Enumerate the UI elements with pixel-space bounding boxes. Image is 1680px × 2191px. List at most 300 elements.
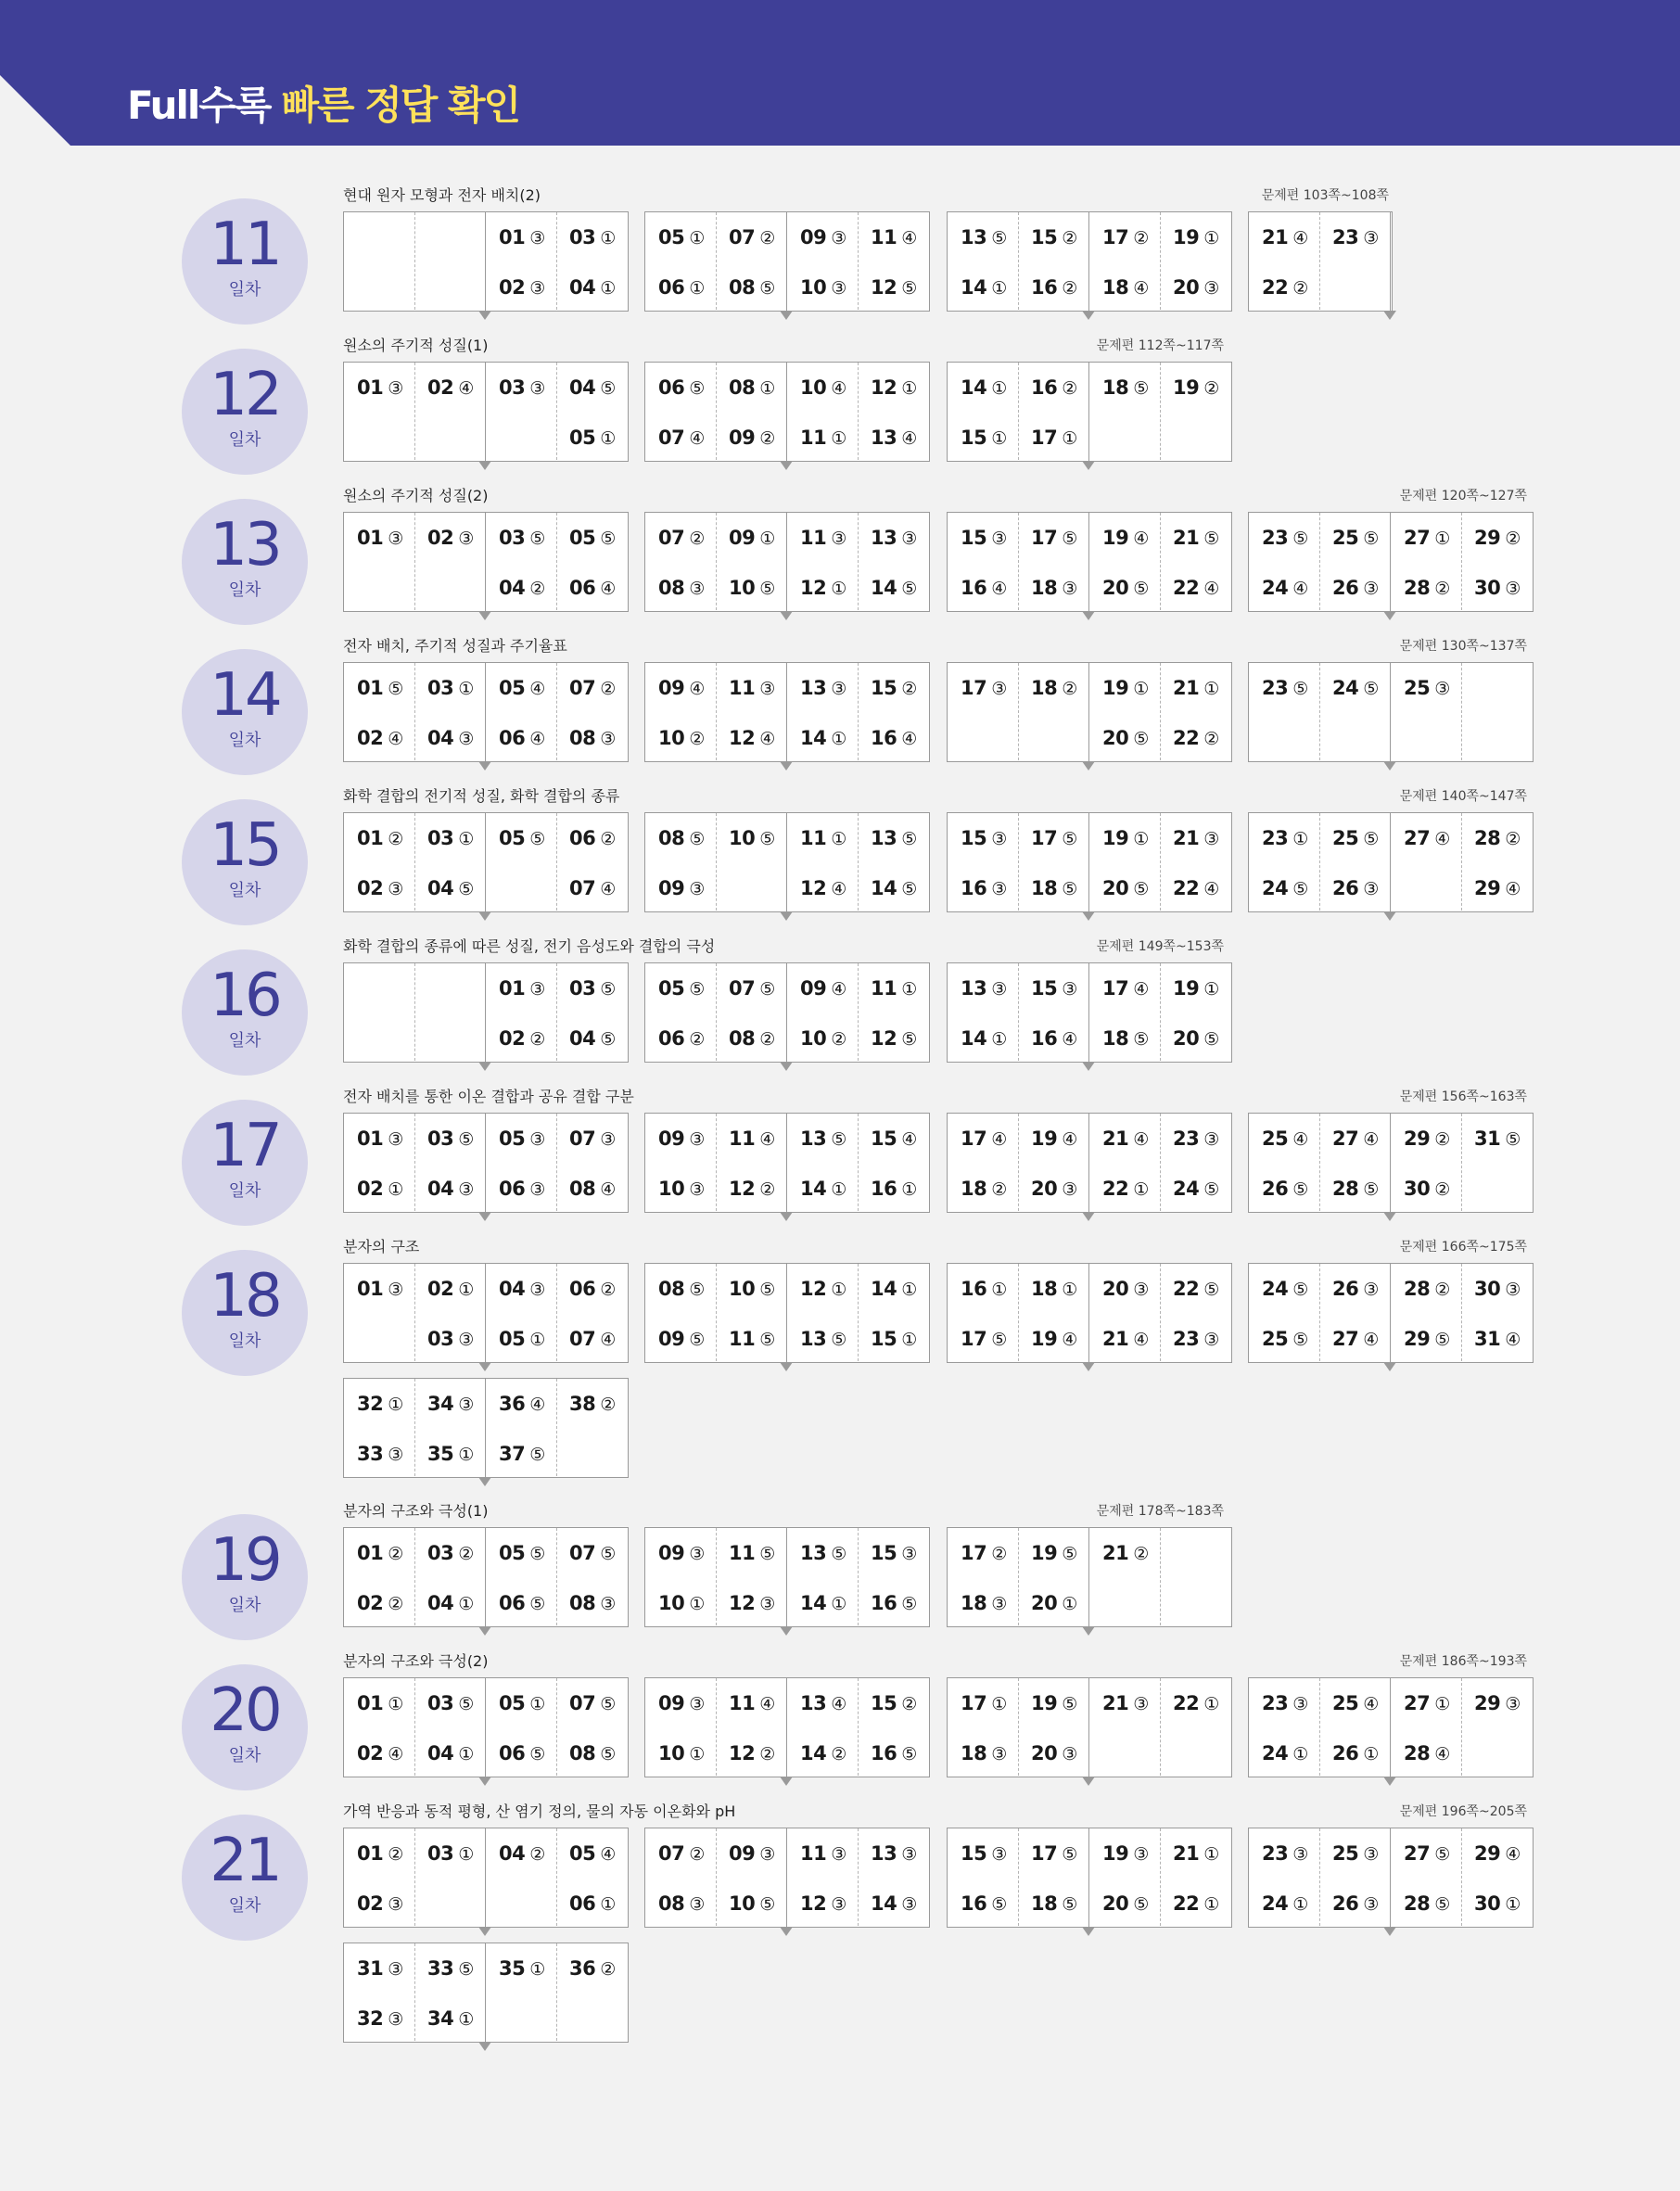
answer-choice: ④ xyxy=(458,378,474,399)
question-number: 20 xyxy=(1031,1592,1058,1614)
answer-cell xyxy=(1089,663,1160,760)
answer-cell xyxy=(1249,212,1319,310)
answer-choice: ① xyxy=(831,579,846,599)
question-number: 06 xyxy=(499,1742,526,1764)
question-number: 19 xyxy=(1102,827,1129,849)
answer-choice: ③ xyxy=(1203,1129,1219,1150)
answer-choice: ① xyxy=(1203,1694,1219,1714)
answer-choice: ④ xyxy=(388,729,403,749)
question-number: 25 xyxy=(1332,527,1359,549)
question-number: 04 xyxy=(569,1027,596,1050)
question-number: 28 xyxy=(1404,1892,1431,1915)
day-label: 일차 xyxy=(228,280,261,299)
answer-choice: ③ xyxy=(529,1280,545,1300)
answer-group xyxy=(644,662,930,762)
answer-item xyxy=(569,1956,629,1981)
answer-item xyxy=(1031,1327,1090,1351)
answer-cell xyxy=(1018,212,1088,310)
answer-cell xyxy=(1018,663,1088,760)
answer-choice: ③ xyxy=(388,1445,403,1465)
answer-group xyxy=(947,1263,1232,1363)
answer-cell xyxy=(414,513,485,610)
question-number: 16 xyxy=(961,1892,987,1915)
answer-item xyxy=(1404,576,1463,600)
question-number: 05 xyxy=(499,1542,526,1564)
answer-item xyxy=(569,826,629,850)
answer-choice: ④ xyxy=(901,729,917,749)
answer-choice: ③ xyxy=(600,1129,616,1150)
day-number: 20 xyxy=(210,1676,280,1745)
answer-item xyxy=(1262,1327,1321,1351)
question-number: 15 xyxy=(961,827,987,849)
question-number: 05 xyxy=(499,1692,526,1714)
answer-choice: ③ xyxy=(1062,1179,1077,1200)
answer-item xyxy=(729,275,788,299)
answer-cell xyxy=(414,1943,485,2041)
question-number: 10 xyxy=(658,1178,685,1200)
answer-choice: ④ xyxy=(901,1129,917,1150)
answer-item xyxy=(1031,376,1090,400)
question-number: 13 xyxy=(871,527,897,549)
answer-item xyxy=(1262,1741,1321,1765)
answer-item xyxy=(569,376,629,400)
answer-choice: ⑤ xyxy=(1203,1029,1219,1050)
answer-cell xyxy=(645,363,716,460)
answer-choice: ⑤ xyxy=(529,1744,545,1764)
answer-cell xyxy=(948,813,1018,911)
answer-choice: ⑤ xyxy=(1292,679,1308,699)
question-number: 02 xyxy=(357,1742,384,1764)
answer-item xyxy=(1102,1327,1162,1351)
answer-choice: ⑤ xyxy=(529,529,545,549)
question-number: 16 xyxy=(871,1742,897,1764)
answer-item xyxy=(357,1277,416,1301)
answer-choice: ② xyxy=(388,1594,403,1614)
answer-choice: ④ xyxy=(901,228,917,248)
answer-choice: ① xyxy=(991,428,1007,449)
answer-cell xyxy=(414,1828,485,1926)
answer-cell xyxy=(486,813,556,911)
answer-choice: ④ xyxy=(388,1744,403,1764)
answer-cell xyxy=(787,1528,858,1625)
page-range: 문제편 140쪽~147쪽 xyxy=(1399,789,1527,804)
answer-item xyxy=(1474,1277,1534,1301)
answer-choice: ② xyxy=(1434,579,1450,599)
answer-item xyxy=(658,1177,718,1201)
answer-item xyxy=(1332,1691,1392,1715)
question-number: 17 xyxy=(961,1692,987,1714)
answer-choice: ③ xyxy=(458,1395,474,1415)
answer-group xyxy=(644,211,930,312)
answer-choice: ⑤ xyxy=(759,1544,775,1564)
answer-item xyxy=(1102,526,1162,550)
answer-item xyxy=(871,1277,930,1301)
question-number: 22 xyxy=(1173,1278,1200,1300)
answer-choice: ① xyxy=(1062,1594,1077,1614)
answer-item xyxy=(569,676,629,700)
answer-choice: ④ xyxy=(1133,979,1149,1000)
answer-choice: ④ xyxy=(1363,1129,1379,1150)
question-number: 15 xyxy=(1031,977,1058,1000)
answer-choice: ③ xyxy=(388,529,403,549)
answer-choice: ⑤ xyxy=(600,1029,616,1050)
page-range: 문제편 178쪽~183쪽 xyxy=(1096,1504,1224,1519)
answer-choice: ⑤ xyxy=(759,829,775,849)
question-number: 03 xyxy=(569,226,596,248)
question-number: 07 xyxy=(569,1692,596,1714)
answer-choice: ⑤ xyxy=(901,1029,917,1050)
answer-choice: ⑤ xyxy=(1203,1280,1219,1300)
answer-choice: ② xyxy=(388,829,403,849)
answer-choice: ② xyxy=(689,1029,705,1050)
answer-cell xyxy=(1461,1828,1532,1926)
answer-choice: ③ xyxy=(759,1844,775,1865)
answer-cell xyxy=(556,1828,627,1926)
question-number: 37 xyxy=(499,1443,526,1465)
answer-cell xyxy=(414,1264,485,1361)
answer-choice: ③ xyxy=(689,1694,705,1714)
question-number: 25 xyxy=(1332,827,1359,849)
answer-choice: ② xyxy=(759,1744,775,1764)
question-number: 25 xyxy=(1262,1328,1289,1350)
answer-cell xyxy=(1160,212,1230,310)
answer-item xyxy=(1173,676,1232,700)
answer-choice: ① xyxy=(901,979,917,1000)
answer-choice: ⑤ xyxy=(759,579,775,599)
question-number: 16 xyxy=(871,727,897,749)
answer-cell xyxy=(1160,1528,1230,1625)
answer-item xyxy=(1332,1892,1392,1916)
question-number: 26 xyxy=(1332,1892,1359,1915)
question-number: 21 xyxy=(1173,677,1200,699)
answer-item xyxy=(1332,676,1392,700)
answer-cell xyxy=(486,1114,556,1211)
answer-choice: ③ xyxy=(689,579,705,599)
answer-cell xyxy=(1160,513,1230,610)
day-label: 일차 xyxy=(228,1031,261,1051)
question-number: 13 xyxy=(800,1692,827,1714)
question-number: 14 xyxy=(961,276,987,299)
answer-item xyxy=(961,576,1020,600)
answer-item xyxy=(658,376,718,400)
question-number: 33 xyxy=(427,1957,454,1980)
answer-item xyxy=(871,1691,930,1715)
answer-item xyxy=(357,726,416,750)
answer-choice: ② xyxy=(1203,729,1219,749)
answer-item xyxy=(427,826,487,850)
question-number: 10 xyxy=(658,1592,685,1614)
answer-cell xyxy=(1249,1114,1319,1211)
answer-item xyxy=(499,1127,558,1151)
answer-cell xyxy=(787,1264,858,1361)
answer-choice: ⑤ xyxy=(831,1129,846,1150)
answer-item xyxy=(569,1277,629,1301)
question-number: 11 xyxy=(729,677,756,699)
answer-group xyxy=(343,962,629,1063)
question-number: 08 xyxy=(569,1742,596,1764)
answer-item xyxy=(658,1277,718,1301)
question-number: 16 xyxy=(1031,1027,1058,1050)
answer-group xyxy=(1248,1828,1534,1928)
answer-choice: ④ xyxy=(831,1694,846,1714)
answer-cell xyxy=(486,1943,556,2041)
answer-cell xyxy=(716,663,786,760)
answer-choice: ④ xyxy=(1292,579,1308,599)
answer-cell xyxy=(556,663,627,760)
topic-title: 가역 반응과 동적 평형, 산 염기 정의, 물의 자동 이온화와 pH xyxy=(343,1802,736,1820)
answer-item xyxy=(1102,1541,1162,1565)
answer-choice: ① xyxy=(458,1445,474,1465)
question-number: 22 xyxy=(1262,276,1289,299)
answer-item xyxy=(1173,1841,1232,1866)
answer-item xyxy=(1173,1327,1232,1351)
answer-cell xyxy=(1391,513,1461,610)
question-number: 03 xyxy=(427,1842,454,1865)
question-number: 17 xyxy=(1031,427,1058,449)
answer-group xyxy=(343,211,629,312)
question-number: 22 xyxy=(1173,1892,1200,1915)
question-number: 34 xyxy=(427,1393,454,1415)
question-number: 29 xyxy=(1474,527,1501,549)
answer-choice: ① xyxy=(1203,679,1219,699)
answer-cell xyxy=(948,1264,1018,1361)
question-number: 06 xyxy=(569,827,596,849)
question-number: 13 xyxy=(961,226,987,248)
answer-item xyxy=(658,1691,718,1715)
answer-group xyxy=(947,1527,1232,1627)
answer-item xyxy=(499,1591,558,1615)
question-number: 15 xyxy=(871,677,897,699)
answer-choice: ① xyxy=(991,378,1007,399)
answer-item xyxy=(569,1741,629,1765)
answer-cell xyxy=(1391,1264,1461,1361)
answer-item xyxy=(569,1327,629,1351)
answer-item xyxy=(658,275,718,299)
answer-choice: ⑤ xyxy=(1062,1694,1077,1714)
answer-item xyxy=(1102,275,1162,299)
question-number: 20 xyxy=(1102,727,1129,749)
answer-item xyxy=(1474,526,1534,550)
answer-cell xyxy=(414,1114,485,1211)
day-badge xyxy=(182,198,308,325)
answer-item xyxy=(800,1277,859,1301)
answer-choice: ⑤ xyxy=(759,979,775,1000)
day-badge xyxy=(182,1250,308,1376)
answer-item xyxy=(871,1541,930,1565)
answer-item xyxy=(871,1841,930,1866)
answer-choice: ① xyxy=(1062,1280,1077,1300)
answer-choice: ① xyxy=(600,1894,616,1915)
answer-item xyxy=(800,1026,859,1051)
question-number: 15 xyxy=(961,527,987,549)
answer-item xyxy=(1404,1177,1463,1201)
answer-item xyxy=(871,676,930,700)
answer-item xyxy=(1332,1127,1392,1151)
question-number: 05 xyxy=(569,527,596,549)
answer-choice: ③ xyxy=(529,979,545,1000)
answer-item xyxy=(800,1541,859,1565)
answer-cell xyxy=(1319,1678,1390,1776)
answer-cell xyxy=(787,1828,858,1926)
answer-cell xyxy=(344,1379,414,1476)
question-number: 14 xyxy=(800,727,827,749)
answer-item xyxy=(1173,1277,1232,1301)
answer-item xyxy=(871,1327,930,1351)
answer-group xyxy=(1248,1263,1534,1363)
answer-choice: ⑤ xyxy=(991,228,1007,248)
question-number: 06 xyxy=(569,1278,596,1300)
answer-item xyxy=(569,1177,629,1201)
answer-item xyxy=(427,1277,487,1301)
answer-item xyxy=(871,726,930,750)
question-number: 10 xyxy=(800,276,827,299)
question-number: 05 xyxy=(499,827,526,849)
page-range: 문제편 196쪽~205쪽 xyxy=(1399,1804,1527,1819)
answer-choice: ① xyxy=(759,529,775,549)
answer-item xyxy=(729,426,788,450)
question-number: 12 xyxy=(871,276,897,299)
answer-choice: ② xyxy=(1062,278,1077,299)
answer-item xyxy=(1404,1277,1463,1301)
answer-item xyxy=(871,1127,930,1151)
answer-choice: ④ xyxy=(600,1844,616,1865)
answer-group xyxy=(1248,211,1393,312)
question-number: 30 xyxy=(1474,1892,1501,1915)
answer-choice: ② xyxy=(529,579,545,599)
answer-item xyxy=(357,1591,416,1615)
question-number: 07 xyxy=(569,677,596,699)
answer-choice: ③ xyxy=(831,1844,846,1865)
answer-item xyxy=(871,526,930,550)
answer-item xyxy=(961,1741,1020,1765)
answer-choice: ② xyxy=(600,1959,616,1980)
answer-item xyxy=(1031,1691,1090,1715)
answer-choice: ⑤ xyxy=(1133,579,1149,599)
answer-cell xyxy=(1089,1264,1160,1361)
answer-cell xyxy=(1319,1264,1390,1361)
answer-choice: ① xyxy=(529,1959,545,1980)
answer-choice: ② xyxy=(1062,679,1077,699)
answer-choice: ③ xyxy=(831,1894,846,1915)
answer-cell xyxy=(1018,1828,1088,1926)
answer-cell xyxy=(645,1828,716,1926)
answer-item xyxy=(658,1026,718,1051)
answer-cell xyxy=(486,1828,556,1926)
answer-item xyxy=(729,576,788,600)
answer-group xyxy=(947,1113,1232,1213)
answer-choice: ② xyxy=(689,1844,705,1865)
answer-item xyxy=(1173,826,1232,850)
answer-choice: ⑤ xyxy=(1133,1894,1149,1915)
answer-choice: ⑤ xyxy=(901,1594,917,1614)
answer-item xyxy=(1262,576,1321,600)
answer-item xyxy=(1102,1277,1162,1301)
day-badge xyxy=(182,649,308,775)
answer-cell xyxy=(1461,513,1532,610)
question-number: 27 xyxy=(1332,1328,1359,1350)
answer-choice: ③ xyxy=(388,1280,403,1300)
answer-choice: ③ xyxy=(689,1894,705,1915)
answer-item xyxy=(800,976,859,1000)
answer-choice: ④ xyxy=(1434,1744,1450,1764)
question-number: 30 xyxy=(1474,577,1501,599)
answer-group xyxy=(947,1828,1232,1928)
answer-item xyxy=(569,1691,629,1715)
question-number: 28 xyxy=(1332,1178,1359,1200)
answer-cell xyxy=(1160,1828,1230,1926)
answer-cell xyxy=(716,363,786,460)
answer-item xyxy=(871,1177,930,1201)
question-number: 26 xyxy=(1262,1178,1289,1200)
answer-choice: ① xyxy=(458,679,474,699)
answer-choice: ④ xyxy=(759,729,775,749)
answer-item xyxy=(427,526,487,550)
answer-cell xyxy=(486,1264,556,1361)
question-number: 25 xyxy=(1262,1127,1289,1150)
answer-cell xyxy=(716,963,786,1061)
answer-choice: ⑤ xyxy=(1363,1179,1379,1200)
answer-choice: ⑤ xyxy=(458,1959,474,1980)
answer-cell xyxy=(556,963,627,1061)
answer-cell xyxy=(1391,813,1461,911)
day-label: 일차 xyxy=(228,881,261,900)
question-number: 23 xyxy=(1262,1842,1289,1865)
answer-item xyxy=(427,1841,487,1866)
answer-choice: ③ xyxy=(1062,1744,1077,1764)
answer-choice: ③ xyxy=(831,278,846,299)
answer-cell xyxy=(948,363,1018,460)
answer-item xyxy=(658,1327,718,1351)
answer-item xyxy=(658,426,718,450)
question-number: 25 xyxy=(1404,677,1431,699)
answer-item xyxy=(427,1392,487,1416)
answer-cell xyxy=(1461,1114,1532,1211)
answer-item xyxy=(729,1591,788,1615)
day-number: 13 xyxy=(210,511,280,580)
question-number: 07 xyxy=(658,427,685,449)
answer-group xyxy=(343,662,629,762)
answer-item xyxy=(357,1892,416,1916)
day-badge xyxy=(182,799,308,925)
answer-item xyxy=(1031,1892,1090,1916)
answer-item xyxy=(1173,976,1232,1000)
question-number: 14 xyxy=(871,577,897,599)
question-number: 20 xyxy=(1031,1178,1058,1200)
question-number: 36 xyxy=(569,1957,596,1980)
answer-choice: ③ xyxy=(901,529,917,549)
answer-item xyxy=(569,1591,629,1615)
answer-cell xyxy=(948,963,1018,1061)
answer-cell xyxy=(787,1114,858,1211)
answer-item xyxy=(961,376,1020,400)
answer-item xyxy=(658,826,718,850)
answer-cell xyxy=(716,813,786,911)
answer-item xyxy=(1102,876,1162,900)
answer-choice: ⑤ xyxy=(689,979,705,1000)
answer-item xyxy=(1332,876,1392,900)
answer-choice: ④ xyxy=(759,1694,775,1714)
answer-item xyxy=(1102,576,1162,600)
answer-choice: ③ xyxy=(759,1594,775,1614)
answer-cell xyxy=(414,363,485,460)
answer-cell xyxy=(1160,663,1230,760)
answer-choice: ② xyxy=(388,1544,403,1564)
question-number: 08 xyxy=(569,727,596,749)
answer-choice: ① xyxy=(1203,1894,1219,1915)
answer-choice: ② xyxy=(689,729,705,749)
answer-item xyxy=(1173,275,1232,299)
answer-cell xyxy=(787,813,858,911)
